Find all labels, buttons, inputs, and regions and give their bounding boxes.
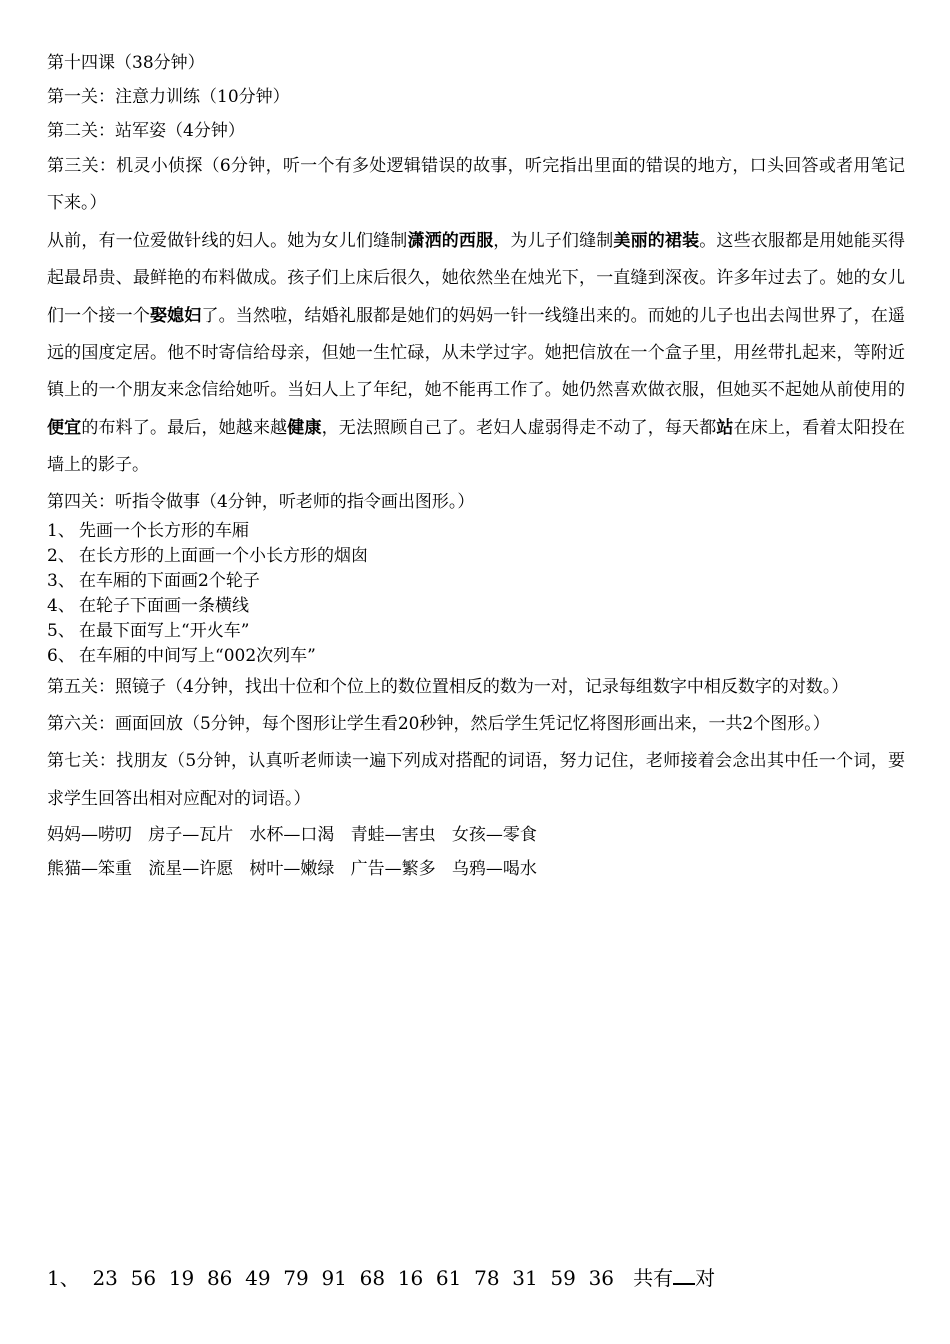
- word-pairs-row-1: 妈妈—唠叨 房子—瓦片 水杯—口渴 青蛙—害虫 女孩—零食: [47, 825, 537, 846]
- instruction-list: [47, 519, 905, 669]
- story-text: 在床上，看着太阳投在墙上的影子。: [47, 417, 906, 476]
- list-text: 在轮子下面画一条横线: [79, 595, 249, 616]
- exercise-number: 1、: [47, 1266, 80, 1290]
- story-text: ，为儿子们缝制: [493, 230, 614, 251]
- number-sequence: 23 56 19 86 49 79 91 68 16 61 78 31 59 36: [92, 1266, 615, 1290]
- story-text: ，无法照顾自己了。老妇人虚弱得走不动了，每天都: [321, 417, 717, 438]
- list-number: 1、: [47, 520, 75, 541]
- list-number: 5、: [47, 620, 75, 641]
- list-item: [47, 544, 905, 569]
- total-prefix: 共有: [633, 1266, 674, 1290]
- story-error-word: 潇洒的西服: [407, 230, 494, 251]
- story-text: 。这些衣服都是用她能买得起最昂贵、最鲜艳的布料做成。孩子们上床后很久，她依然坐在烛光下，一直缝到深夜。许多年过去了。她的女儿们一个接一个: [47, 230, 906, 326]
- document-page: [47, 46, 905, 886]
- story-error-word: 便宜: [47, 417, 82, 438]
- word-pairs-row-2: 熊猫—笨重 流星—许愿 树叶—嫩绿 广告—繁多 乌鸦—喝水: [47, 859, 537, 880]
- list-text: 在车厢的下面画2个轮子: [79, 570, 260, 591]
- list-item: [47, 594, 905, 619]
- story-paragraph: [47, 223, 905, 485]
- list-number: 3、: [47, 570, 75, 591]
- level-5-heading: 第五关：照镜子（4分钟，找出十位和个位上的数位置相反的数为一对，记录每组数字中相反数字的对数。）: [47, 676, 849, 697]
- lesson-title: 第十四课（38分钟）: [47, 53, 205, 73]
- list-item: [47, 644, 905, 669]
- list-item: [47, 569, 905, 594]
- story-text: 从前，有一位爱做针线的妇人。她为女儿们缝制: [47, 230, 408, 251]
- list-item: [47, 519, 905, 544]
- answer-blank[interactable]: [673, 1264, 695, 1285]
- story-text: 了。当然啦，结婚礼服都是她们的妈妈一针一线缝出来的。而她的儿子也出去闯世界了，在遥远的国度定居。他不时寄信给母亲，但她一生忙碌，从未学过字。她把信放在一个盒子里，用丝带扎起来，等附近镇上的一个朋友来念信给她听。当妇人上了年纪，她不能再工作了。她仍然喜欢做衣服，但她买不起她从前使用的: [47, 305, 906, 401]
- list-text: 在最下面写上“开火车”: [79, 620, 250, 641]
- list-number: 4、: [47, 595, 75, 616]
- numbers-exercise: [47, 1262, 715, 1291]
- total-suffix: 对: [695, 1266, 716, 1290]
- story-error-word: 站: [716, 417, 734, 438]
- story-text: 的布料了。最后，她越来越: [81, 417, 288, 438]
- list-text: 在车厢的中间写上“002次列车”: [79, 645, 316, 666]
- story-error-word: 娶媳妇: [149, 305, 202, 326]
- level-3-heading: 第三关：机灵小侦探（6分钟，听一个有多处逻辑错误的故事，听完指出里面的错误的地方，口头回答或者用笔记下来。）: [47, 156, 905, 214]
- story-error-word: 健康: [287, 417, 322, 438]
- list-number: 6、: [47, 645, 75, 666]
- level-2-heading: 第二关：站军姿（4分钟）: [47, 121, 245, 141]
- list-text: 在长方形的上面画一个小长方形的烟囱: [79, 545, 368, 566]
- level-6-heading: 第六关：画面回放（5分钟，每个图形让学生看20秒钟，然后学生凭记忆将图形画出来，一共2个图形。）: [47, 714, 830, 735]
- list-text: 先画一个长方形的车厢: [79, 520, 249, 541]
- level-4-heading: 第四关：听指令做事（4分钟，听老师的指令画出图形。）: [47, 491, 475, 512]
- level-7-heading: 第七关：找朋友（5分钟，认真听老师读一遍下列成对搭配的词语，努力记住，老师接着会念出其中任一个词，要求学生回答出相对应配对的词语。）: [47, 751, 905, 809]
- level-1-heading: 第一关：注意力训练（10分钟）: [47, 87, 290, 107]
- list-number: 2、: [47, 545, 75, 566]
- list-item: [47, 619, 905, 644]
- story-error-word: 美丽的裙装: [613, 230, 700, 251]
